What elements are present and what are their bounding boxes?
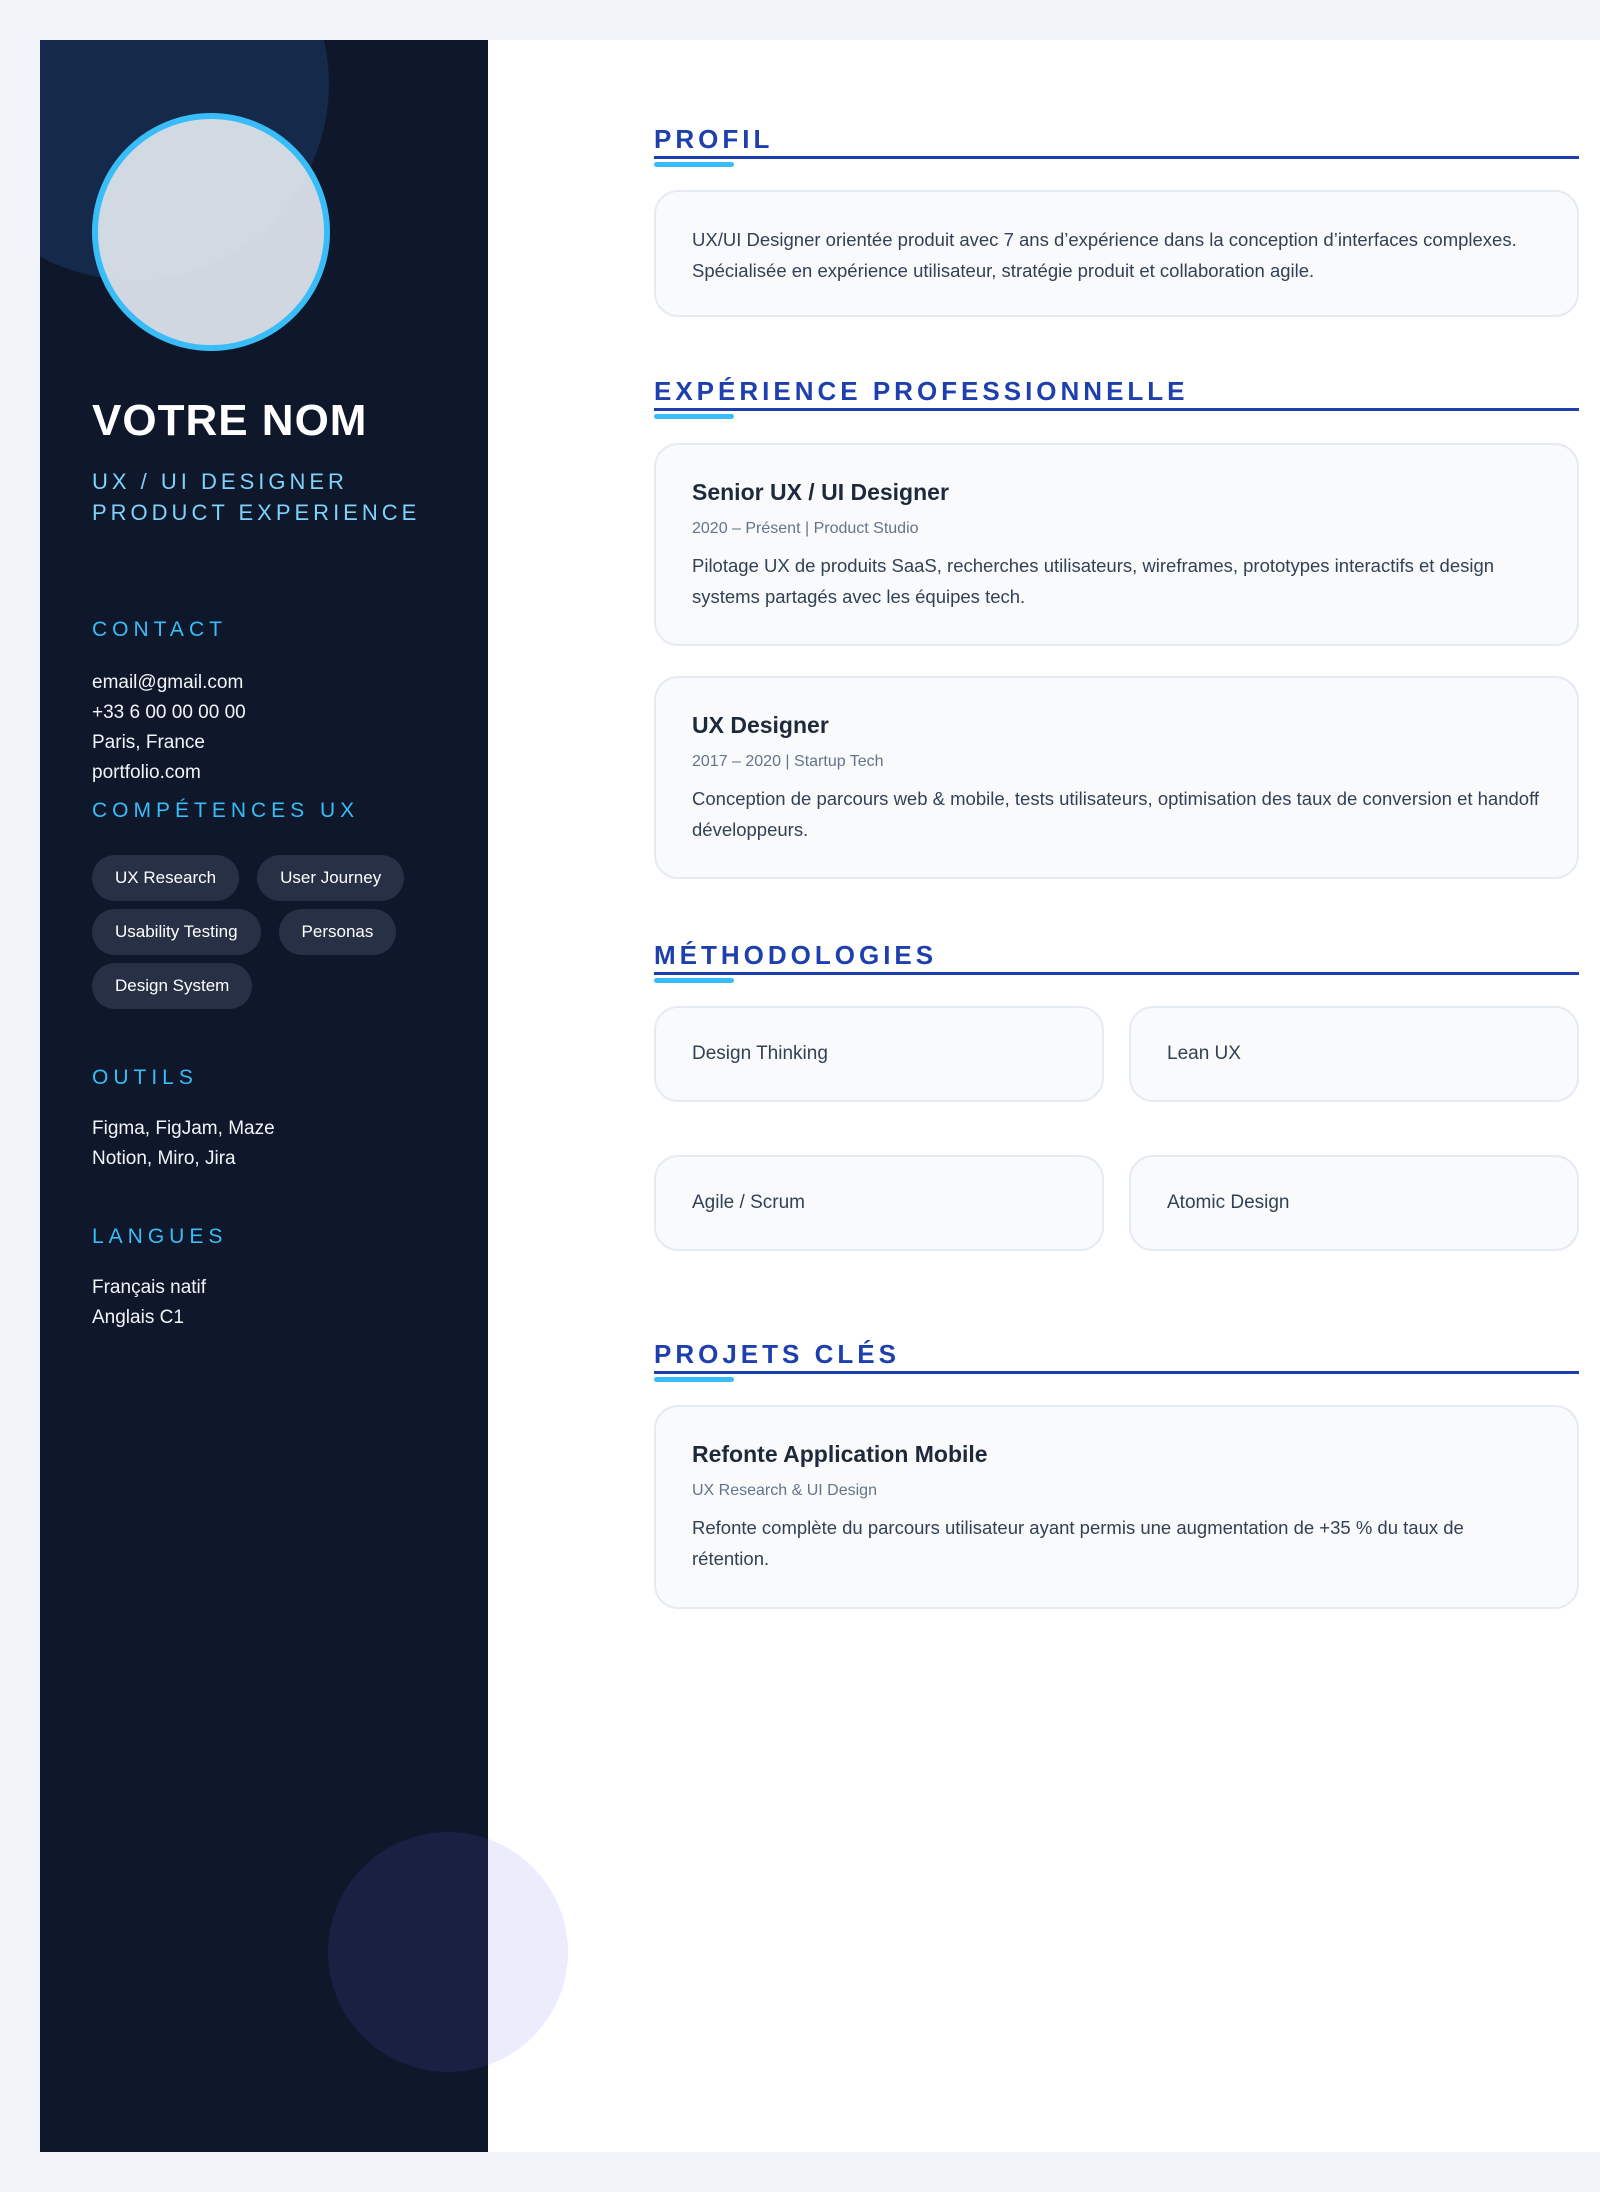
methods-heading: MÉTHODOLOGIES: [654, 940, 1579, 975]
tools-line: Figma, FigJam, Maze: [92, 1118, 275, 1139]
experience-heading: EXPÉRIENCE PROFESSIONNELLE: [654, 376, 1579, 411]
experience-meta: 2017 – 2020 | Startup Tech: [692, 753, 884, 770]
experience-role: Senior UX / UI Designer: [692, 479, 949, 505]
method-card: Agile / Scrum: [654, 1155, 1104, 1251]
job-title: [92, 466, 420, 528]
experience-card: [654, 443, 1579, 646]
experience-description: Pilotage UX de produits SaaS, recherches utilisateurs, wireframes, prototypes interactifs et design systems partagés avec les équipes tech.: [692, 555, 1495, 607]
job-title-line: UX / UI DESIGNER: [92, 469, 348, 494]
projects-heading: PROJETS CLÉS: [654, 1339, 1579, 1374]
contact-phone[interactable]: +33 6 00 00 00 00: [92, 702, 246, 723]
method-card: Design Thinking: [654, 1006, 1104, 1102]
tools-heading: OUTILS: [92, 1066, 198, 1089]
profile-card: [654, 190, 1579, 317]
job-title-line: PRODUCT EXPERIENCE: [92, 500, 421, 525]
project-meta: UX Research & UI Design: [692, 1482, 877, 1499]
skill-tag: UX Research: [92, 855, 239, 901]
contact-heading: CONTACT: [92, 618, 227, 641]
languages-heading: LANGUES: [92, 1225, 228, 1248]
profile-text: UX/UI Designer orientée produit avec 7 ans d’expérience dans la conception d’interfaces complexes. Spécialisée en expérience utilisateur, stratégie produit et collaboration agile.: [692, 229, 1517, 281]
experience-card: [654, 676, 1579, 879]
skill-tag: Design System: [92, 963, 252, 1009]
contact-email[interactable]: email@gmail.com: [92, 672, 244, 693]
project-description: Refonte complète du parcours utilisateur ayant permis une augmentation de +35 % du taux de rétention.: [692, 1517, 1464, 1569]
language-item: Anglais C1: [92, 1307, 184, 1328]
languages-list: [92, 1273, 206, 1333]
project-name: Refonte Application Mobile: [692, 1441, 988, 1467]
decorative-circle: [328, 1832, 568, 2072]
name: VOTRE NOM: [92, 396, 368, 445]
skill-tag: Usability Testing: [92, 909, 261, 955]
method-card: Lean UX: [1129, 1006, 1579, 1102]
experience-description: Conception de parcours web & mobile, tests utilisateurs, optimisation des taux de conversion et handoff développeurs.: [692, 788, 1540, 840]
skill-tag: User Journey: [257, 855, 404, 901]
contact-location: Paris, France: [92, 732, 205, 753]
method-card: Atomic Design: [1129, 1155, 1579, 1251]
resume-page: [40, 40, 1600, 2152]
experience-role: UX Designer: [692, 712, 829, 738]
tools-line: Notion, Miro, Jira: [92, 1148, 236, 1169]
skill-tag: Personas: [279, 909, 397, 955]
experience-meta: 2020 – Présent | Product Studio: [692, 520, 919, 537]
profile-heading: PROFIL: [654, 124, 1579, 159]
project-card: [654, 1405, 1579, 1609]
contact-portfolio[interactable]: portfolio.com: [92, 762, 201, 783]
contact-list: [92, 668, 246, 788]
profile-photo-placeholder: [92, 113, 330, 351]
skills-heading: COMPÉTENCES UX: [92, 799, 360, 822]
tools-list: [92, 1114, 275, 1174]
skills-list: [92, 855, 432, 1009]
language-item: Français natif: [92, 1277, 207, 1298]
